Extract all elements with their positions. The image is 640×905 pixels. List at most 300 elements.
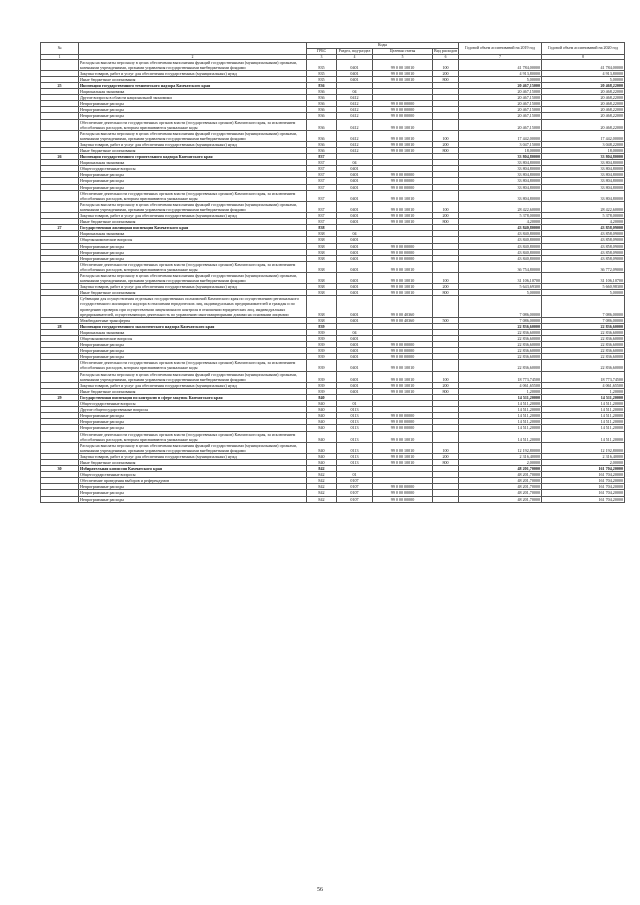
row-vr — [433, 296, 459, 317]
row-razdel: 0412 — [337, 107, 373, 113]
row-amount-2019: 48 201,70000 — [459, 484, 542, 490]
row-amount-2020: 14 511,20000 — [542, 413, 625, 419]
table-row — [41, 431, 625, 442]
row-name: Иные бюджетные ассигнования — [79, 148, 307, 154]
row-grbs: 839 — [307, 382, 337, 388]
row-name: Межбюджетные трансферты — [79, 317, 307, 323]
row-amount-2019: 22 836,60000 — [459, 323, 542, 329]
row-razdel: 04 — [337, 89, 373, 95]
row-amount-2020: 33 804,80000 — [542, 160, 625, 166]
row-vr: 100 — [433, 130, 459, 141]
row-number — [41, 201, 79, 212]
row-razdel: 0401 — [337, 237, 373, 243]
row-amount-2019: 14 511,20000 — [459, 407, 542, 413]
row-amount-2020: 161 704,20000 — [542, 484, 625, 490]
row-grbs: 836 — [307, 119, 337, 130]
row-csr: 99 0 00 10010 — [373, 272, 433, 283]
row-grbs: 836 — [307, 113, 337, 119]
row-grbs: 839 — [307, 348, 337, 354]
row-name: Государственная инспекция по контролю в сфере закупок Камчатского края — [79, 394, 307, 400]
row-amount-2019: 48 201,70000 — [459, 472, 542, 478]
row-name: Избирательная комиссия Камчатского края — [79, 466, 307, 472]
row-amount-2020: 14 511,20000 — [542, 431, 625, 442]
row-csr: 99 0 00 00000 — [373, 184, 433, 190]
row-amount-2019: 22 836,60000 — [459, 336, 542, 342]
row-amount-2019: 18 773,74500 — [459, 371, 542, 382]
row-number — [41, 59, 79, 70]
row-grbs: 839 — [307, 360, 337, 371]
row-amount-2020: 22 836,60000 — [542, 329, 625, 335]
row-name: Закупка товаров, работ и услуг для обеспечения государственных (муниципальных) нужд — [79, 382, 307, 388]
row-csr: 99 0 00 10010 — [373, 141, 433, 147]
row-razdel: 0401 — [337, 290, 373, 296]
row-csr: 99 0 00 10010 — [373, 360, 433, 371]
row-amount-2019: 5 378,00000 — [459, 213, 542, 219]
row-razdel: 0401 — [337, 184, 373, 190]
row-amount-2020: 4,20000 — [542, 219, 625, 225]
row-csr: 99 0 00 00000 — [373, 413, 433, 419]
row-razdel: 0401 — [337, 76, 373, 82]
row-grbs: 838 — [307, 249, 337, 255]
row-name: Непрограммные расходы — [79, 101, 307, 107]
row-amount-2019: 36 754,80000 — [459, 261, 542, 272]
row-razdel: 0401 — [337, 249, 373, 255]
row-grbs: 838 — [307, 237, 337, 243]
row-amount-2019: 31 106,10700 — [459, 272, 542, 283]
row-number — [41, 496, 79, 502]
row-razdel: 0113 — [337, 442, 373, 453]
row-amount-2020: 7 086,00000 — [542, 296, 625, 317]
row-razdel: 01 — [337, 401, 373, 407]
row-name: Расходы на выплаты персоналу в целях обеспечения выполнения функций государственными (муниципальными) органами, казенными учреждениями, органами управления государственными внебюджетными фондами — [79, 371, 307, 382]
row-csr: 99 0 00 10010 — [373, 70, 433, 76]
row-grbs: 839 — [307, 371, 337, 382]
row-grbs: 838 — [307, 290, 337, 296]
row-csr: 99 0 00 10010 — [373, 119, 433, 130]
row-amount-2020: 22 836,60000 — [542, 342, 625, 348]
row-number — [41, 360, 79, 371]
row-grbs: 842 — [307, 484, 337, 490]
row-name: Непрограммные расходы — [79, 419, 307, 425]
row-razdel: 0401 — [337, 261, 373, 272]
row-amount-2020: 36 772,09000 — [542, 261, 625, 272]
row-grbs: 840 — [307, 431, 337, 442]
index-cell: 8 — [542, 54, 625, 59]
row-razdel: 0107 — [337, 496, 373, 502]
row-grbs: 839 — [307, 336, 337, 342]
row-grbs: 840 — [307, 419, 337, 425]
row-grbs: 835 — [307, 70, 337, 76]
row-csr: 99 0 00 10010 — [373, 371, 433, 382]
row-razdel: 0113 — [337, 425, 373, 431]
row-amount-2019: 14 511,20000 — [459, 413, 542, 419]
row-grbs: 837 — [307, 201, 337, 212]
row-grbs: 837 — [307, 160, 337, 166]
index-cell: 3 — [307, 54, 337, 59]
row-grbs: 840 — [307, 413, 337, 419]
row-name: Государственная жилищная инспекция Камчатского края — [79, 225, 307, 231]
row-amount-2019: 43 840,80000 — [459, 255, 542, 261]
row-amount-2020: 20 468,22000 — [542, 119, 625, 130]
row-amount-2019: 3 047,15000 — [459, 141, 542, 147]
row-number — [41, 296, 79, 317]
row-csr: 99 0 00 10010 — [373, 130, 433, 141]
row-razdel: 0401 — [337, 201, 373, 212]
index-cell: 6 — [433, 54, 459, 59]
row-name: Непрограммные расходы — [79, 184, 307, 190]
row-razdel: 0412 — [337, 119, 373, 130]
row-razdel: 04 — [337, 160, 373, 166]
row-csr: 99 0 00 00000 — [373, 342, 433, 348]
row-grbs: 839 — [307, 323, 337, 329]
row-name: Непрограммные расходы — [79, 178, 307, 184]
row-csr: 99 0 00 10010 — [373, 148, 433, 154]
row-grbs: 839 — [307, 342, 337, 348]
row-number — [41, 261, 79, 272]
row-razdel: 0401 — [337, 59, 373, 70]
row-amount-2019: 20 467,15000 — [459, 101, 542, 107]
row-csr: 99 0 00 00000 — [373, 243, 433, 249]
row-amount-2019: 48 201,70000 — [459, 478, 542, 484]
row-amount-2020: 33 804,80000 — [542, 190, 625, 201]
table-row — [41, 296, 625, 317]
row-name: Непрограммные расходы — [79, 496, 307, 502]
row-number: 30 — [41, 466, 79, 472]
row-vr — [433, 496, 459, 502]
row-csr: 99 0 00 10010 — [373, 59, 433, 70]
row-csr: 99 0 00 10010 — [373, 261, 433, 272]
row-name: Национальная экономика — [79, 329, 307, 335]
row-csr: 99 0 00 10010 — [373, 76, 433, 82]
row-razdel: 0401 — [337, 178, 373, 184]
row-name: Расходы на выплаты персоналу в целях обеспечения выполнения функций государственными (муниципальными) органами, казенными учреждениями, органами управления государственными внебюджетными фондами — [79, 130, 307, 141]
row-amount-2019: 48 201,70000 — [459, 466, 542, 472]
row-amount-2019: 33 804,80000 — [459, 184, 542, 190]
row-razdel: 0401 — [337, 342, 373, 348]
budget-table — [40, 42, 625, 503]
row-name: Обеспечение деятельности государственных органов власти (государственных органов) Камчатского края, за исключением обособленных расходов, которым присваиваются уникальные коды — [79, 431, 307, 442]
row-razdel: 0401 — [337, 255, 373, 261]
row-amount-2020: 20 468,22000 — [542, 113, 625, 119]
row-vr — [433, 431, 459, 442]
row-vr: 200 — [433, 284, 459, 290]
row-csr: 99 0 00 00000 — [373, 490, 433, 496]
row-amount-2020: 20 468,22000 — [542, 95, 625, 101]
row-razdel: 04 — [337, 231, 373, 237]
header-name — [79, 43, 307, 55]
row-csr: 99 0 00 10010 — [373, 190, 433, 201]
row-grbs: 836 — [307, 95, 337, 101]
row-name: Непрограммные расходы — [79, 490, 307, 496]
row-grbs: 836 — [307, 101, 337, 107]
row-grbs: 842 — [307, 478, 337, 484]
row-vr — [433, 190, 459, 201]
table-row — [41, 261, 625, 272]
row-vr: 200 — [433, 382, 459, 388]
row-vr — [433, 261, 459, 272]
row-number — [41, 371, 79, 382]
row-grbs: 839 — [307, 354, 337, 360]
row-vr: 500 — [433, 317, 459, 323]
row-number — [41, 272, 79, 283]
row-number: 25 — [41, 82, 79, 88]
row-number — [41, 119, 79, 130]
row-vr: 800 — [433, 219, 459, 225]
row-grbs: 837 — [307, 154, 337, 160]
row-grbs: 840 — [307, 401, 337, 407]
row-amount-2020: 7 086,00000 — [542, 317, 625, 323]
row-razdel: 0412 — [337, 101, 373, 107]
row-vr: 100 — [433, 442, 459, 453]
row-amount-2019: 12 192,80000 — [459, 442, 542, 453]
row-name: Непрограммные расходы — [79, 249, 307, 255]
header-vr: Вид расходов — [434, 48, 457, 53]
row-amount-2019: 1,20000 — [459, 388, 542, 394]
row-csr: 99 0 00 10010 — [373, 284, 433, 290]
row-amount-2019: 5,00000 — [459, 290, 542, 296]
row-name: Закупка товаров, работ и услуг для обеспечения государственных (муниципальных) нужд — [79, 284, 307, 290]
row-grbs: 840 — [307, 442, 337, 453]
row-csr: 99 0 00 00000 — [373, 348, 433, 354]
row-name: Обеспечение деятельности государственных органов власти (государственных органов) Камчатского края, за исключением обособленных расходов, которым присваиваются уникальные коды — [79, 360, 307, 371]
row-razdel: 0113 — [337, 413, 373, 419]
row-amount-2020: 161 704,20000 — [542, 472, 625, 478]
row-grbs: 838 — [307, 272, 337, 283]
row-amount-2019: 33 804,80000 — [459, 190, 542, 201]
row-amount-2020: 22 836,60000 — [542, 348, 625, 354]
row-amount-2020: 5 378,00000 — [542, 213, 625, 219]
row-amount-2020: 33 804,80000 — [542, 172, 625, 178]
header-num: № — [41, 43, 79, 55]
row-amount-2019: 4,20000 — [459, 219, 542, 225]
row-csr: 99 0 00 10010 — [373, 213, 433, 219]
row-razdel: 0401 — [337, 219, 373, 225]
row-name: Обеспечение проведения выборов и референдумов — [79, 478, 307, 484]
row-csr: 99 0 00 10010 — [373, 201, 433, 212]
header-codes: Коды — [307, 43, 459, 49]
row-grbs: 837 — [307, 219, 337, 225]
header-csr: Целевая статья — [373, 48, 433, 54]
row-name: Инспекция государственного строительного надзора Камчатского края — [79, 154, 307, 160]
row-csr: 99 0 00 00000 — [373, 484, 433, 490]
row-name: Непрограммные расходы — [79, 107, 307, 113]
row-razdel: 0401 — [337, 296, 373, 317]
row-amount-2019: 43 840,80000 — [459, 225, 542, 231]
row-name: Непрограммные расходы — [79, 413, 307, 419]
row-razdel: 0412 — [337, 148, 373, 154]
row-razdel: 0401 — [337, 172, 373, 178]
row-amount-2019: 4 913,80000 — [459, 70, 542, 76]
row-razdel: 0412 — [337, 113, 373, 119]
row-csr: 99 0 00 00000 — [373, 178, 433, 184]
row-amount-2019: 43 840,80000 — [459, 249, 542, 255]
row-csr: 99 0 00 00000 — [373, 249, 433, 255]
row-csr: 99 0 00 10010 — [373, 388, 433, 394]
row-name: Национальная экономика — [79, 160, 307, 166]
row-csr: 99 0 00 10010 — [373, 290, 433, 296]
row-name: Непрограммные расходы — [79, 354, 307, 360]
table-row — [41, 496, 625, 502]
row-grbs: 839 — [307, 329, 337, 335]
header-razdel: Раздел, под-раздел — [337, 48, 373, 54]
row-razdel: 0401 — [337, 166, 373, 172]
row-name: Непрограммные расходы — [79, 425, 307, 431]
row-amount-2020: 33 804,80000 — [542, 178, 625, 184]
row-amount-2020: 43 858,09000 — [542, 231, 625, 237]
row-name: Инспекция государственного экологического надзора Камчатского края — [79, 323, 307, 329]
row-name: Иные бюджетные ассигнования — [79, 459, 307, 465]
row-amount-2019: 5 643,69300 — [459, 284, 542, 290]
row-name: Закупка товаров, работ и услуг для обеспечения государственных (муниципальных) нужд — [79, 213, 307, 219]
row-razdel: 0401 — [337, 284, 373, 290]
row-csr: 99 0 00 00000 — [373, 113, 433, 119]
row-razdel: 0107 — [337, 484, 373, 490]
row-amount-2020: 33 804,80000 — [542, 184, 625, 190]
row-grbs: 840 — [307, 425, 337, 431]
row-amount-2020: 2,00000 — [542, 459, 625, 465]
row-grbs: 838 — [307, 296, 337, 317]
row-razdel: 0401 — [337, 348, 373, 354]
row-amount-2020: 33 804,80000 — [542, 154, 625, 160]
index-cell: 7 — [459, 54, 542, 59]
row-razdel: 0412 — [337, 130, 373, 141]
row-amount-2019: 20 467,15000 — [459, 89, 542, 95]
row-grbs: 837 — [307, 172, 337, 178]
row-razdel: 0412 — [337, 95, 373, 101]
row-razdel: 0113 — [337, 431, 373, 442]
table-row — [41, 190, 625, 201]
row-amount-2019: 33 804,80000 — [459, 172, 542, 178]
row-vr: 800 — [433, 388, 459, 394]
row-amount-2020: 28 422,60000 — [542, 201, 625, 212]
table-row — [41, 272, 625, 283]
row-grbs: 840 — [307, 407, 337, 413]
row-csr: 99 0 00 40360 — [373, 296, 433, 317]
row-razdel: 0107 — [337, 478, 373, 484]
row-grbs: 842 — [307, 466, 337, 472]
row-amount-2019: 22 836,60000 — [459, 354, 542, 360]
index-cell: 1 — [41, 54, 79, 59]
row-name: Иные бюджетные ассигнования — [79, 219, 307, 225]
row-csr: 99 0 00 00000 — [373, 107, 433, 113]
row-amount-2020: 20 468,22000 — [542, 82, 625, 88]
row-razdel: 04 — [337, 329, 373, 335]
row-amount-2020: 161 704,20000 — [542, 496, 625, 502]
row-amount-2020: 20 468,22000 — [542, 107, 625, 113]
row-csr: 99 0 00 10010 — [373, 442, 433, 453]
row-number — [41, 190, 79, 201]
row-amount-2020: 43 858,09000 — [542, 243, 625, 249]
row-amount-2019: 20 467,15000 — [459, 82, 542, 88]
table-body — [41, 59, 625, 502]
row-amount-2019: 22 836,60000 — [459, 342, 542, 348]
row-grbs: 838 — [307, 231, 337, 237]
header-grbs: ГРБС — [307, 48, 337, 54]
row-amount-2020: 14 511,20000 — [542, 394, 625, 400]
row-name: Закупка товаров, работ и услуг для обеспечения государственных (муниципальных) нужд — [79, 141, 307, 147]
row-csr: 99 0 00 10010 — [373, 219, 433, 225]
row-csr: 99 0 00 10010 — [373, 431, 433, 442]
row-amount-2020: 41 784,00000 — [542, 59, 625, 70]
row-name: Национальная экономика — [79, 231, 307, 237]
header-2020: Годовой объем ассигнований на 2020 год — [542, 43, 625, 55]
row-razdel: 0401 — [337, 317, 373, 323]
row-vr: 100 — [433, 272, 459, 283]
row-amount-2020: 161 704,20000 — [542, 490, 625, 496]
row-name: Непрограммные расходы — [79, 348, 307, 354]
row-name: Непрограммные расходы — [79, 243, 307, 249]
row-name: Общеэкономические вопросы — [79, 336, 307, 342]
row-amount-2019: 22 836,60000 — [459, 329, 542, 335]
row-csr: 99 0 00 00000 — [373, 425, 433, 431]
row-grbs: 838 — [307, 284, 337, 290]
row-amount-2019: 33 804,80000 — [459, 166, 542, 172]
row-amount-2020: 22 836,60000 — [542, 360, 625, 371]
row-vr — [433, 119, 459, 130]
row-amount-2020: 14 511,20000 — [542, 407, 625, 413]
row-amount-2019: 18,00000 — [459, 148, 542, 154]
row-razdel: 0401 — [337, 336, 373, 342]
row-name: Непрограммные расходы — [79, 484, 307, 490]
row-csr: 99 0 00 00000 — [373, 101, 433, 107]
row-grbs: 837 — [307, 213, 337, 219]
row-razdel: 0401 — [337, 371, 373, 382]
row-amount-2019: 7 086,00000 — [459, 296, 542, 317]
index-cell: 4 — [337, 54, 373, 59]
row-name: Расходы на выплаты персоналу в целях обеспечения выполнения функций государственными (муниципальными) органами, казенными учреждениями, органами управления государственными внебюджетными фондами — [79, 201, 307, 212]
table-row — [41, 119, 625, 130]
row-amount-2019: 28 422,60000 — [459, 201, 542, 212]
row-amount-2019: 20 467,15000 — [459, 95, 542, 101]
row-name: Общегосударственные вопросы — [79, 166, 307, 172]
row-grbs: 836 — [307, 82, 337, 88]
row-vr — [433, 360, 459, 371]
row-name: Обеспечение деятельности государственных органов власти (государственных органов) Камчатского края, за исключением обособленных расходов, которым присваиваются уникальные коды — [79, 261, 307, 272]
row-name: Непрограммные расходы — [79, 172, 307, 178]
row-razdel: 0401 — [337, 243, 373, 249]
row-name: Обеспечение деятельности государственных органов власти (государственных органов) Камчатского края, за исключением обособленных расходов, которым присваиваются уникальные коды — [79, 190, 307, 201]
row-razdel: 0401 — [337, 354, 373, 360]
row-amount-2019: 14 511,20000 — [459, 401, 542, 407]
index-cell: 5 — [373, 54, 433, 59]
row-amount-2020: 161 704,20000 — [542, 466, 625, 472]
row-csr: 99 0 00 10010 — [373, 453, 433, 459]
row-amount-2020: 5,00000 — [542, 76, 625, 82]
row-vr: 200 — [433, 141, 459, 147]
row-grbs: 836 — [307, 130, 337, 141]
row-amount-2020: 18 773,74500 — [542, 371, 625, 382]
row-amount-2020: 14 511,20000 — [542, 401, 625, 407]
row-name: Иные бюджетные ассигнования — [79, 76, 307, 82]
row-grbs: 835 — [307, 76, 337, 82]
row-grbs: 839 — [307, 388, 337, 394]
row-razdel: 0113 — [337, 419, 373, 425]
row-grbs: 836 — [307, 89, 337, 95]
row-razdel: 0401 — [337, 272, 373, 283]
row-amount-2019: 22 836,60000 — [459, 348, 542, 354]
row-amount-2020: 3 048,22000 — [542, 141, 625, 147]
row-name: Непрограммные расходы — [79, 113, 307, 119]
row-vr: 200 — [433, 70, 459, 76]
row-amount-2020: 20 468,22000 — [542, 101, 625, 107]
row-number: 26 — [41, 154, 79, 160]
row-amount-2019: 20 467,15000 — [459, 113, 542, 119]
row-grbs: 838 — [307, 255, 337, 261]
row-amount-2019: 48 201,70000 — [459, 490, 542, 496]
row-grbs: 836 — [307, 148, 337, 154]
row-razdel: 0401 — [337, 213, 373, 219]
table-row — [41, 360, 625, 371]
